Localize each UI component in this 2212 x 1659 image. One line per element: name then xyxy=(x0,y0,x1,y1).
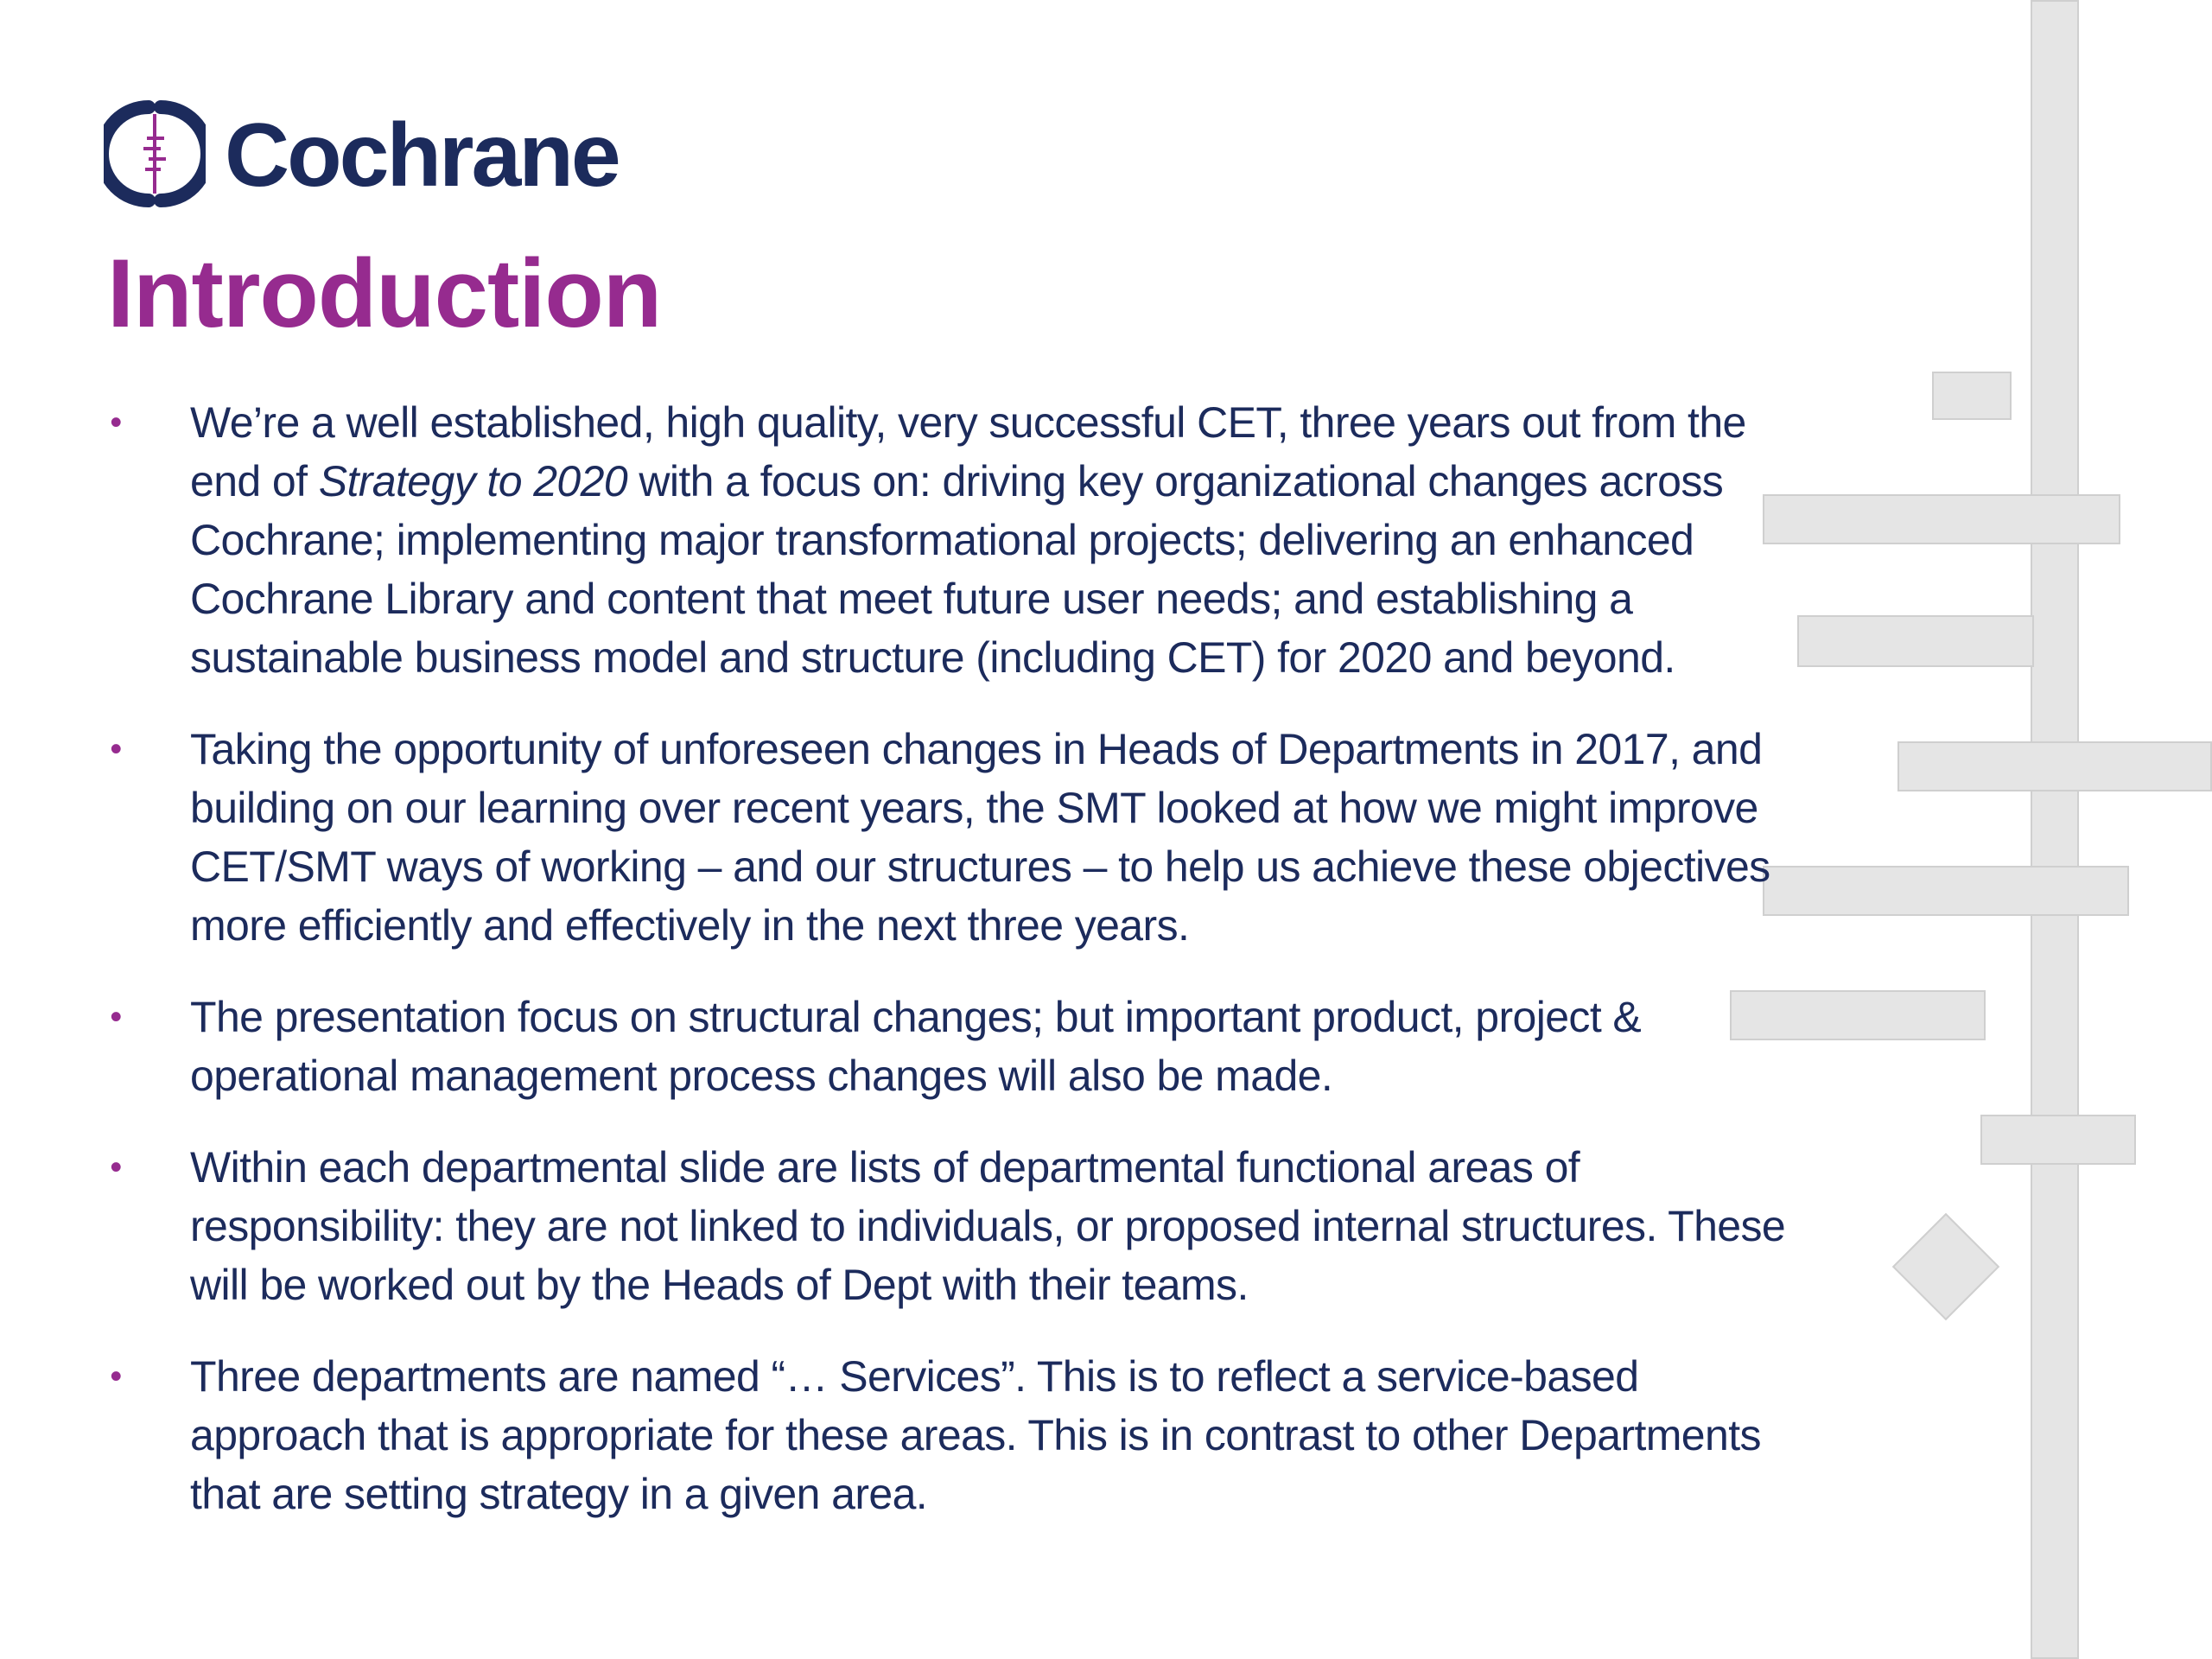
bullet-item xyxy=(107,1347,1792,1523)
decor-bar xyxy=(1797,615,2034,667)
bullet-text: We’re a well established, high quality, very successful CET, three years out from the end of Strategy to 2020 with a focus on: driving key organizational changes across Cochrane; implementing major transformational projects; delivering an enhanced Cochrane Library and content that meet future user needs; and establishing a sustainable business model and structure (including CET) for 2020 and beyond. xyxy=(190,398,1746,682)
bullet-marker: • xyxy=(110,404,122,442)
decor-vertical-bar xyxy=(2031,0,2079,1659)
logo-wordmark: Cochrane xyxy=(225,105,619,206)
decor-diamond xyxy=(1892,1213,1999,1320)
bullet-item xyxy=(107,720,1792,955)
bullet-marker: • xyxy=(110,1148,122,1186)
bullet-text: Three departments are named “… Services”. This is to reflect a service-based approach that is appropriate for these areas. This is in contrast to other Departments that are setting strategy in a given area. xyxy=(190,1352,1761,1518)
bullet-marker: • xyxy=(110,730,122,768)
bullet-text: Taking the opportunity of unforeseen changes in Heads of Departments in 2017, and building on our learning over recent years, the SMT looked at how we might improve CET/SMT ways of working – and our structures – to help us achieve these objectives more efficiently and effectively in the next three years. xyxy=(190,725,1770,950)
bullet-text: The presentation focus on structural changes; but important product, project & operational management process changes will also be made. xyxy=(190,993,1642,1100)
bullet-item xyxy=(107,1138,1792,1314)
cochrane-logo xyxy=(104,102,619,209)
decor-bar xyxy=(1980,1115,2136,1165)
bullet-item xyxy=(107,988,1792,1105)
bullet-item xyxy=(107,393,1792,687)
decor-bar xyxy=(1897,741,2212,791)
decor-bar xyxy=(1763,866,2129,916)
bullet-marker: • xyxy=(110,998,122,1036)
bullet-text: Within each departmental slide are lists of departmental functional areas of responsibility: they are not linked to individuals, or proposed internal structures. These will be worked out by the Heads of Dept with their teams. xyxy=(190,1143,1786,1309)
bullet-list xyxy=(107,393,1792,1556)
page-title: Introduction xyxy=(107,239,662,347)
cochrane-logo-icon xyxy=(104,100,206,212)
decor-small-rect xyxy=(1932,372,2012,420)
bullet-marker: • xyxy=(110,1357,122,1395)
decor-bar xyxy=(1763,494,2120,544)
strategy-title: Strategy to 2020 xyxy=(318,457,628,505)
